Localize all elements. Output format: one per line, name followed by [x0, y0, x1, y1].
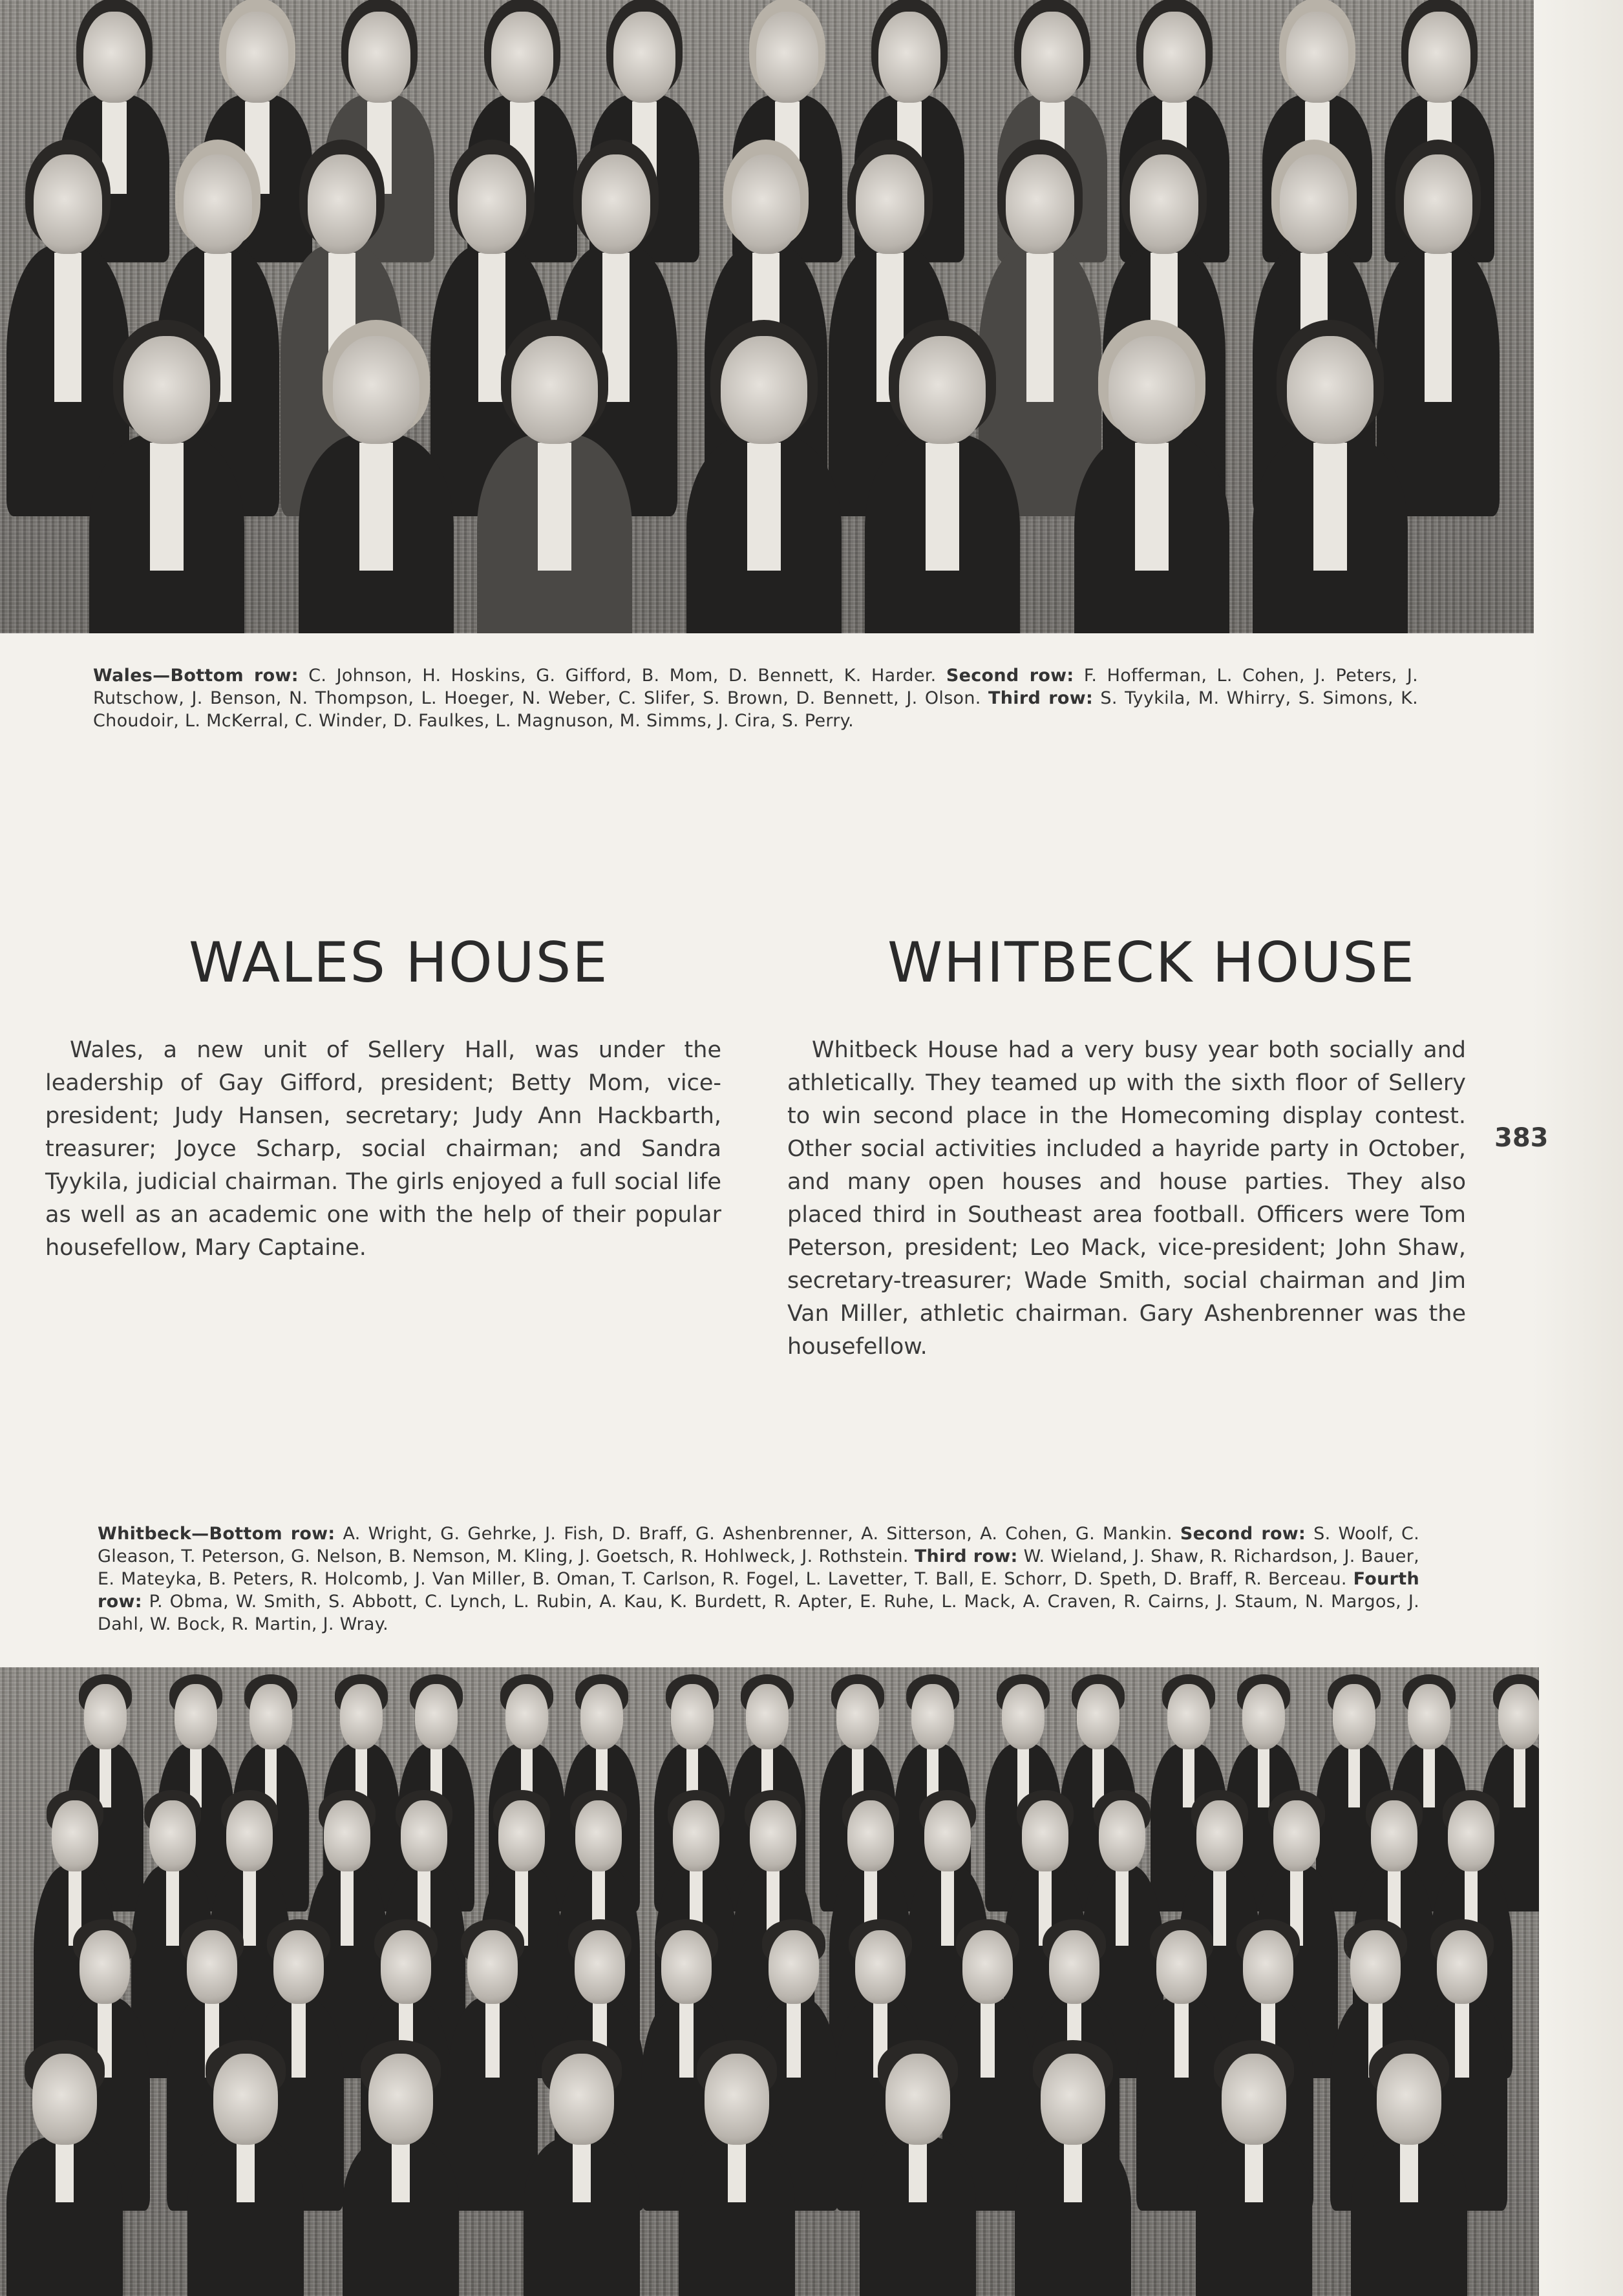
wales-caption-label3: Third row: — [988, 688, 1094, 708]
person-figure — [343, 2048, 459, 2296]
wales-caption-row1: C. Johnson, H. Hoskins, G. Gifford, B. Mom, D. Bennett, K. Harder. — [298, 666, 946, 686]
whitbeck-caption-row3: W. Wieland, J. Shaw, R. Richardson, J. Bauer, E. Mateyka, B. Peters, R. Holcomb, J. Van Miller, B. Oman, T. Carlson, R. Fogel, L. Lavetter, T. Ball, E. Schorr, D. Speth, D. Braff, R. Berceau. — [98, 1546, 1419, 1589]
person-figure — [6, 2048, 123, 2296]
person-figure — [299, 330, 454, 633]
person-figure — [860, 2048, 976, 2296]
whitbeck-house-title: WHITBECK HOUSE — [887, 931, 1416, 995]
whitbeck-caption-label4: Fourth row: — [98, 1569, 1419, 1612]
person-figure — [477, 330, 632, 633]
whitbeck-house-body: Whitbeck House had a very busy year both socially and athletically. They teamed up with the sixth floor of Sellery to win second place in the Homecoming display contest. Other social activities included a hayride party in October, and many open houses and house parties. They also placed third in Southeast area football. Officers were Tom Peterson, president; Leo Mack, vice-president; John Shaw, secretary-treasurer; Wade Smith, social chairman and Jim Van Miller, athletic chairman. Gary Ashenbrenner was the housefellow. — [787, 1037, 1466, 1360]
wales-caption-row2: F. Hofferman, L. Cohen, J. Peters, J. Rutschow, J. Benson, N. Thompson, L. Hoeger, N. Weber, C. Slifer, S. Brown, D. Bennett, J. Olson. — [93, 666, 1419, 708]
whitbeck-caption-label3: Third row: — [914, 1546, 1018, 1566]
whitbeck-group-photo — [0, 1667, 1539, 2296]
person-figure — [1196, 2048, 1312, 2296]
page-number: 383 — [1494, 1123, 1549, 1153]
person-figure — [1074, 330, 1229, 633]
wales-caption-label2: Second row: — [946, 666, 1074, 686]
person-figure — [865, 330, 1020, 633]
whitbeck-caption-lead: Whitbeck—Bottom row: — [98, 1524, 335, 1544]
wales-caption-row3: S. Tyykila, M. Whirry, S. Simons, K. Choudoir, L. McKerral, C. Winder, D. Faulkes, L. Magnuson, M. Simms, J. Cira, S. Perry. — [93, 688, 1418, 731]
whitbeck-caption-row2: S. Woolf, C. Gleason, T. Peterson, G. Nelson, B. Nemson, M. Kling, J. Goetsch, R. Hohlweck, J. Rothstein. — [98, 1524, 1420, 1566]
whitbeck-caption-row4: P. Obma, W. Smith, S. Abbott, C. Lynch, L. Rubin, A. Kau, K. Burdett, R. Apter, E. Ruhe, L. Mack, A. Craven, R. Cairns, J. Staum, N. Margos, J. Dahl, W. Bock, R. Martin, J. Wray. — [98, 1592, 1419, 1634]
person-figure — [679, 2048, 795, 2296]
whitbeck-caption — [98, 1522, 1419, 1636]
person-figure — [1015, 2048, 1131, 2296]
wales-house-title: WALES HOUSE — [189, 931, 609, 995]
wales-caption-lead: Wales—Bottom row: — [93, 666, 299, 686]
person-figure — [89, 330, 244, 633]
whitbeck-caption-row1: A. Wright, G. Gehrke, J. Fish, D. Braff, G. Ashenbrenner, A. Sitterson, A. Cohen, G. Mankin. — [335, 1524, 1180, 1544]
person-figure — [686, 330, 842, 633]
person-figure — [524, 2048, 640, 2296]
wales-caption — [93, 664, 1418, 732]
wales-house-body: Wales, a new unit of Sellery Hall, was under the leadership of Gay Gifford, president; Betty Mom, vice-president; Judy Hansen, secretary; Judy Ann Hackbarth, treasurer; Joyce Scharp, social chairman; and Sandra Tyykila, judicial chairman. The girls enjoyed a full social life as well as an academic one with the help of their popular housefellow, Mary Captaine. — [45, 1037, 721, 1261]
person-figure — [1351, 2048, 1467, 2296]
whitbeck-caption-label2: Second row: — [1180, 1524, 1306, 1544]
person-figure — [187, 2048, 304, 2296]
wales-group-photo — [0, 0, 1534, 633]
person-figure — [1253, 330, 1408, 633]
